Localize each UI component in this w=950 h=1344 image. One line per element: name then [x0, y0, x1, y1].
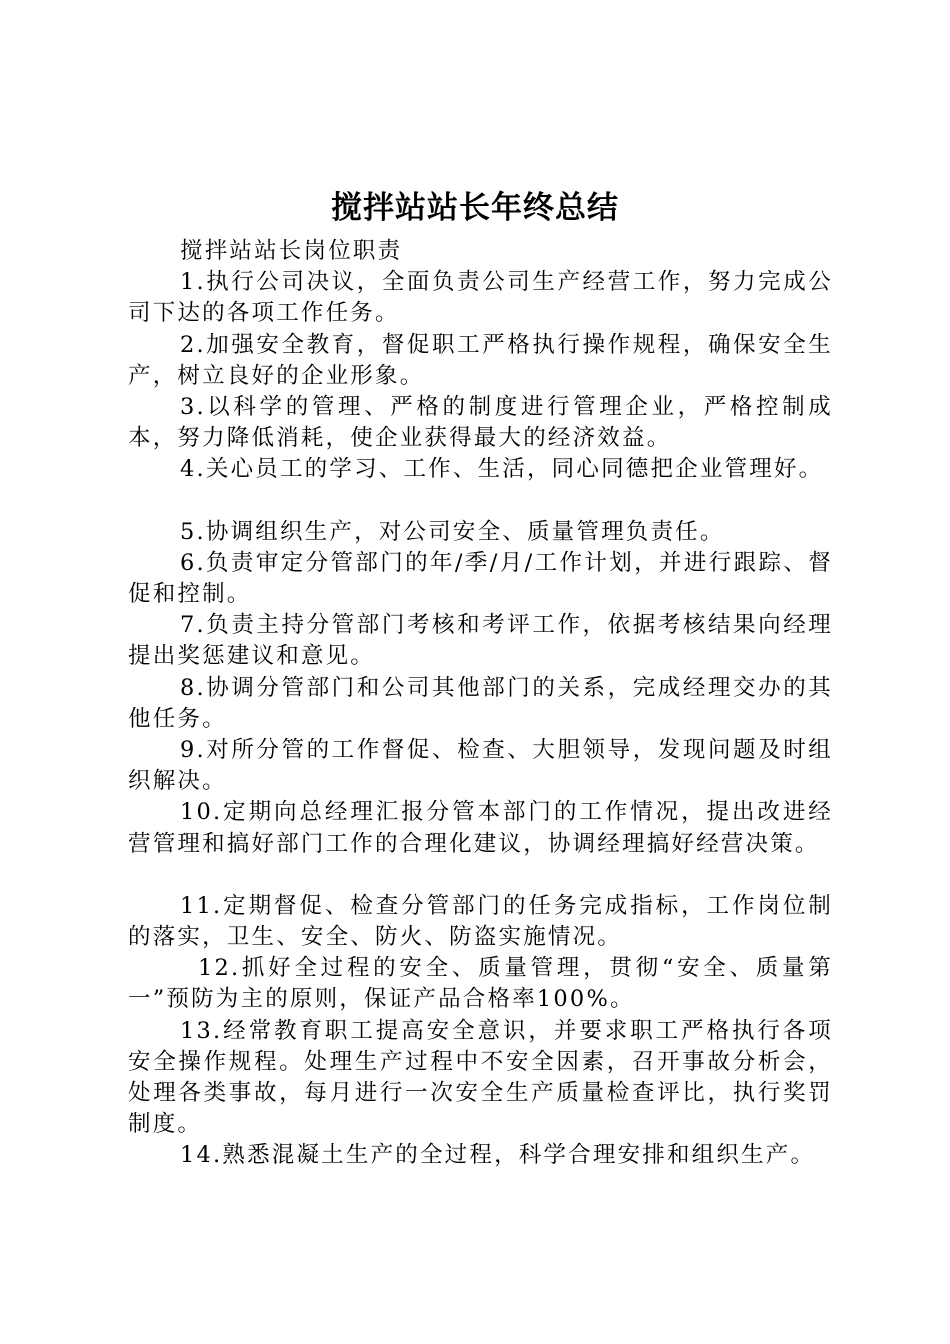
duty-item-9: 9.对所分管的工作督促、检查、大胆领导，发现问题及时组织解决。: [128, 737, 833, 795]
duty-item-5: 5.协调组织生产，对公司安全、质量管理负责任。: [180, 518, 725, 545]
document-body: [128, 236, 833, 1172]
duty-item-8: 8.协调分管部门和公司其他部门的关系，完成经理交办的其他任务。: [128, 674, 833, 732]
duty-item-7: 7.负责主持分管部门考核和考评工作，依据考核结果向经理提出奖惩建议和意见。: [128, 612, 833, 670]
duty-item-3: 3.以科学的管理、严格的制度进行管理企业，严格控制成本，努力降低消耗，使企业获得最大的经济效益。: [128, 394, 833, 452]
section-heading: 搅拌站站长岗位职责: [180, 238, 403, 264]
document-title: 搅拌站站长年终总结: [331, 190, 619, 226]
duty-item-2: 2.加强安全教育，督促职工严格执行操作规程，确保安全生产，树立良好的企业形象。: [128, 331, 833, 389]
duty-item-12: 12.抓好全过程的安全、质量管理，贯彻“安全、质量第一”预防为主的原则，保证产品合格率100%。: [128, 955, 833, 1013]
duty-item-11: 11.定期督促、检查分管部门的任务完成指标，工作岗位制的落实，卫生、安全、防火、防盗实施情况。: [128, 892, 833, 951]
duty-item-6: 6.负责审定分管部门的年/季/月/工作计划，并进行跟踪、督促和控制。: [128, 549, 833, 608]
duty-item-4: 4.关心员工的学习、工作、生活，同心同德把企业管理好。: [180, 456, 824, 483]
duty-item-1: 1.执行公司决议，全面负责公司生产经营工作，努力完成公司下达的各项工作任务。: [128, 269, 833, 327]
duty-item-14: 14.熟悉混凝土生产的全过程，科学合理安排和组织生产。: [180, 1142, 816, 1169]
duty-item-13: 13.经常教育职工提高安全意识，并要求职工严格执行各项安全操作规程。处理生产过程中不安全因素，召开事故分析会，处理各类事故，每月进行一次安全生产质量检查评比，执行奖罚制度。: [128, 1017, 833, 1138]
duty-item-10: 10.定期向总经理汇报分管本部门的工作情况，提出改进经营管理和搞好部门工作的合理化建议，协调经理搞好经营决策。: [128, 799, 833, 857]
